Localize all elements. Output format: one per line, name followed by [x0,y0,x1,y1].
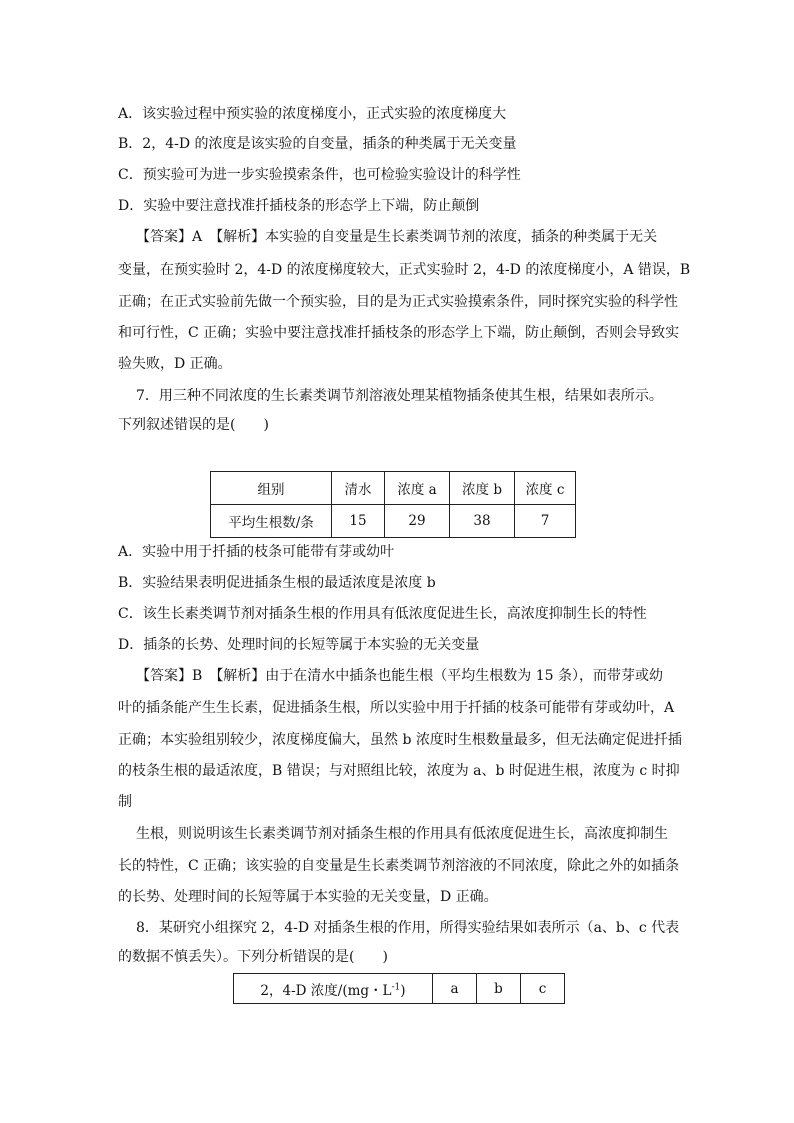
q8-results-table [233,973,565,1004]
q7-stem-line-2: 下列叙述错误的是( ) [118,417,269,433]
table-header-cell: 浓度 b [450,472,515,505]
table-cell: 7 [515,505,576,538]
table-header-row [234,974,565,1004]
q7-answer-line-5: 制 [118,794,132,810]
table-cell: 平均生根数/条 [211,505,332,538]
q6-answer-line-1: 【答案】A 【解析】本实验的自变量是生长素类调节剂的浓度，插条的种类属于无关 [136,229,658,245]
table-header-cell: b [477,974,521,1004]
q7-answer-cont-line-3: 的长势、处理时间的长短等属于本实验的无关变量，D 正确。 [118,889,498,905]
q7-answer-line-3: 正确；本实验组别较少，浓度梯度偏大，虽然 b 浓度时生根数量最多，但无法确定促进扦插 [118,732,682,748]
table-header-cell: 清水 [332,472,385,505]
q6-answer-line-4: 和可行性，C 正确；实验中要注意找准扦插枝条的形态学上下端，防止颠倒，否则会导致实 [118,325,680,341]
q8-stem-line-1: 8．某研究小组探究 2，4-D 对插条生根的作用，所得实验结果如表所示（a、b、c 代表 [136,920,680,936]
q7-option-c: C．该生长素类调节剂对插条生根的作用具有低浓度促进生长，高浓度抑制生长的特性 [118,606,647,622]
unit-exponent: -1 [391,982,401,992]
q6-answer-line-3: 正确；在正式实验前先做一个预实验，目的是为正式实验摸索条件，同时探究实验的科学性 [118,294,678,310]
q7-answer-line-4: 的枝条生根的最适浓度，B 错误；与对照组比较，浓度为 a、b 时促进生根，浓度为 c 时抑 [118,763,680,779]
q7-option-d: D．插条的长势、处理时间的长短等属于本实验的无关变量 [118,637,480,653]
table-cell: 38 [450,505,515,538]
table-header-cell: 组别 [211,472,332,505]
q7-answer-cont-line-2: 长的特性，C 正确；该实验的自变量是生长素类调节剂溶液的不同浓度，除此之外的如插条 [118,858,680,874]
q8-stem-line-2: 的数据不慎丢失）。下列分析错误的是( ) [118,949,388,965]
table-header-cell: 浓度 c [515,472,576,505]
q7-option-b: B．实验结果表明促进插条生根的最适浓度是浓度 b [118,575,436,591]
table-header-row [211,472,576,505]
table-cell: 15 [332,505,385,538]
table-header-cell: a [433,974,477,1004]
table-header-cell: 浓度 a [385,472,450,505]
q7-results-table [210,471,576,538]
q6-option-b: B．2，4-D 的浓度是该实验的自变量，插条的种类属于无关变量 [118,136,517,152]
q6-option-d: D．实验中要注意找准扦插枝条的形态学上下端，防止颠倒 [118,198,480,214]
concentration-label: 2，4-D 浓度/(mg・L [260,982,392,999]
q7-answer-line-2: 叶的插条能产生生长素，促进插条生根，所以实验中用于扦插的枝条可能带有芽或幼叶，A [118,700,675,716]
q6-answer-line-5: 验失败，D 正确。 [118,356,232,372]
table-header-cell [234,974,433,1004]
q7-option-a: A．实验中用于扦插的枝条可能带有芽或幼叶 [118,544,395,560]
q6-option-c: C．预实验可为进一步实验摸索条件，也可检验实验设计的科学性 [118,167,521,183]
concentration-label-close: ) [400,982,406,999]
q7-answer-cont-line-1: 生根，则说明该生长素类调节剂对插条生根的作用具有低浓度促进生长，高浓度抑制生 [136,826,668,842]
q7-stem-line-1: 7．用三种不同浓度的生长素类调节剂溶液处理某植物插条使其生根，结果如表所示。 [136,388,663,404]
table-row [211,505,576,538]
table-cell: 29 [385,505,450,538]
q6-answer-line-2: 变量，在预实验时 2，4-D 的浓度梯度较大，正式实验时 2，4-D 的浓度梯度小，A 错误，B [118,262,691,278]
table-header-cell: c [521,974,565,1004]
q6-option-a: A．该实验过程中预实验的浓度梯度小，正式实验的浓度梯度大 [118,106,507,122]
q7-answer-line-1: 【答案】B 【解析】由于在清水中插条也能生根（平均生根数为 15 条），而带芽或幼 [136,668,664,684]
